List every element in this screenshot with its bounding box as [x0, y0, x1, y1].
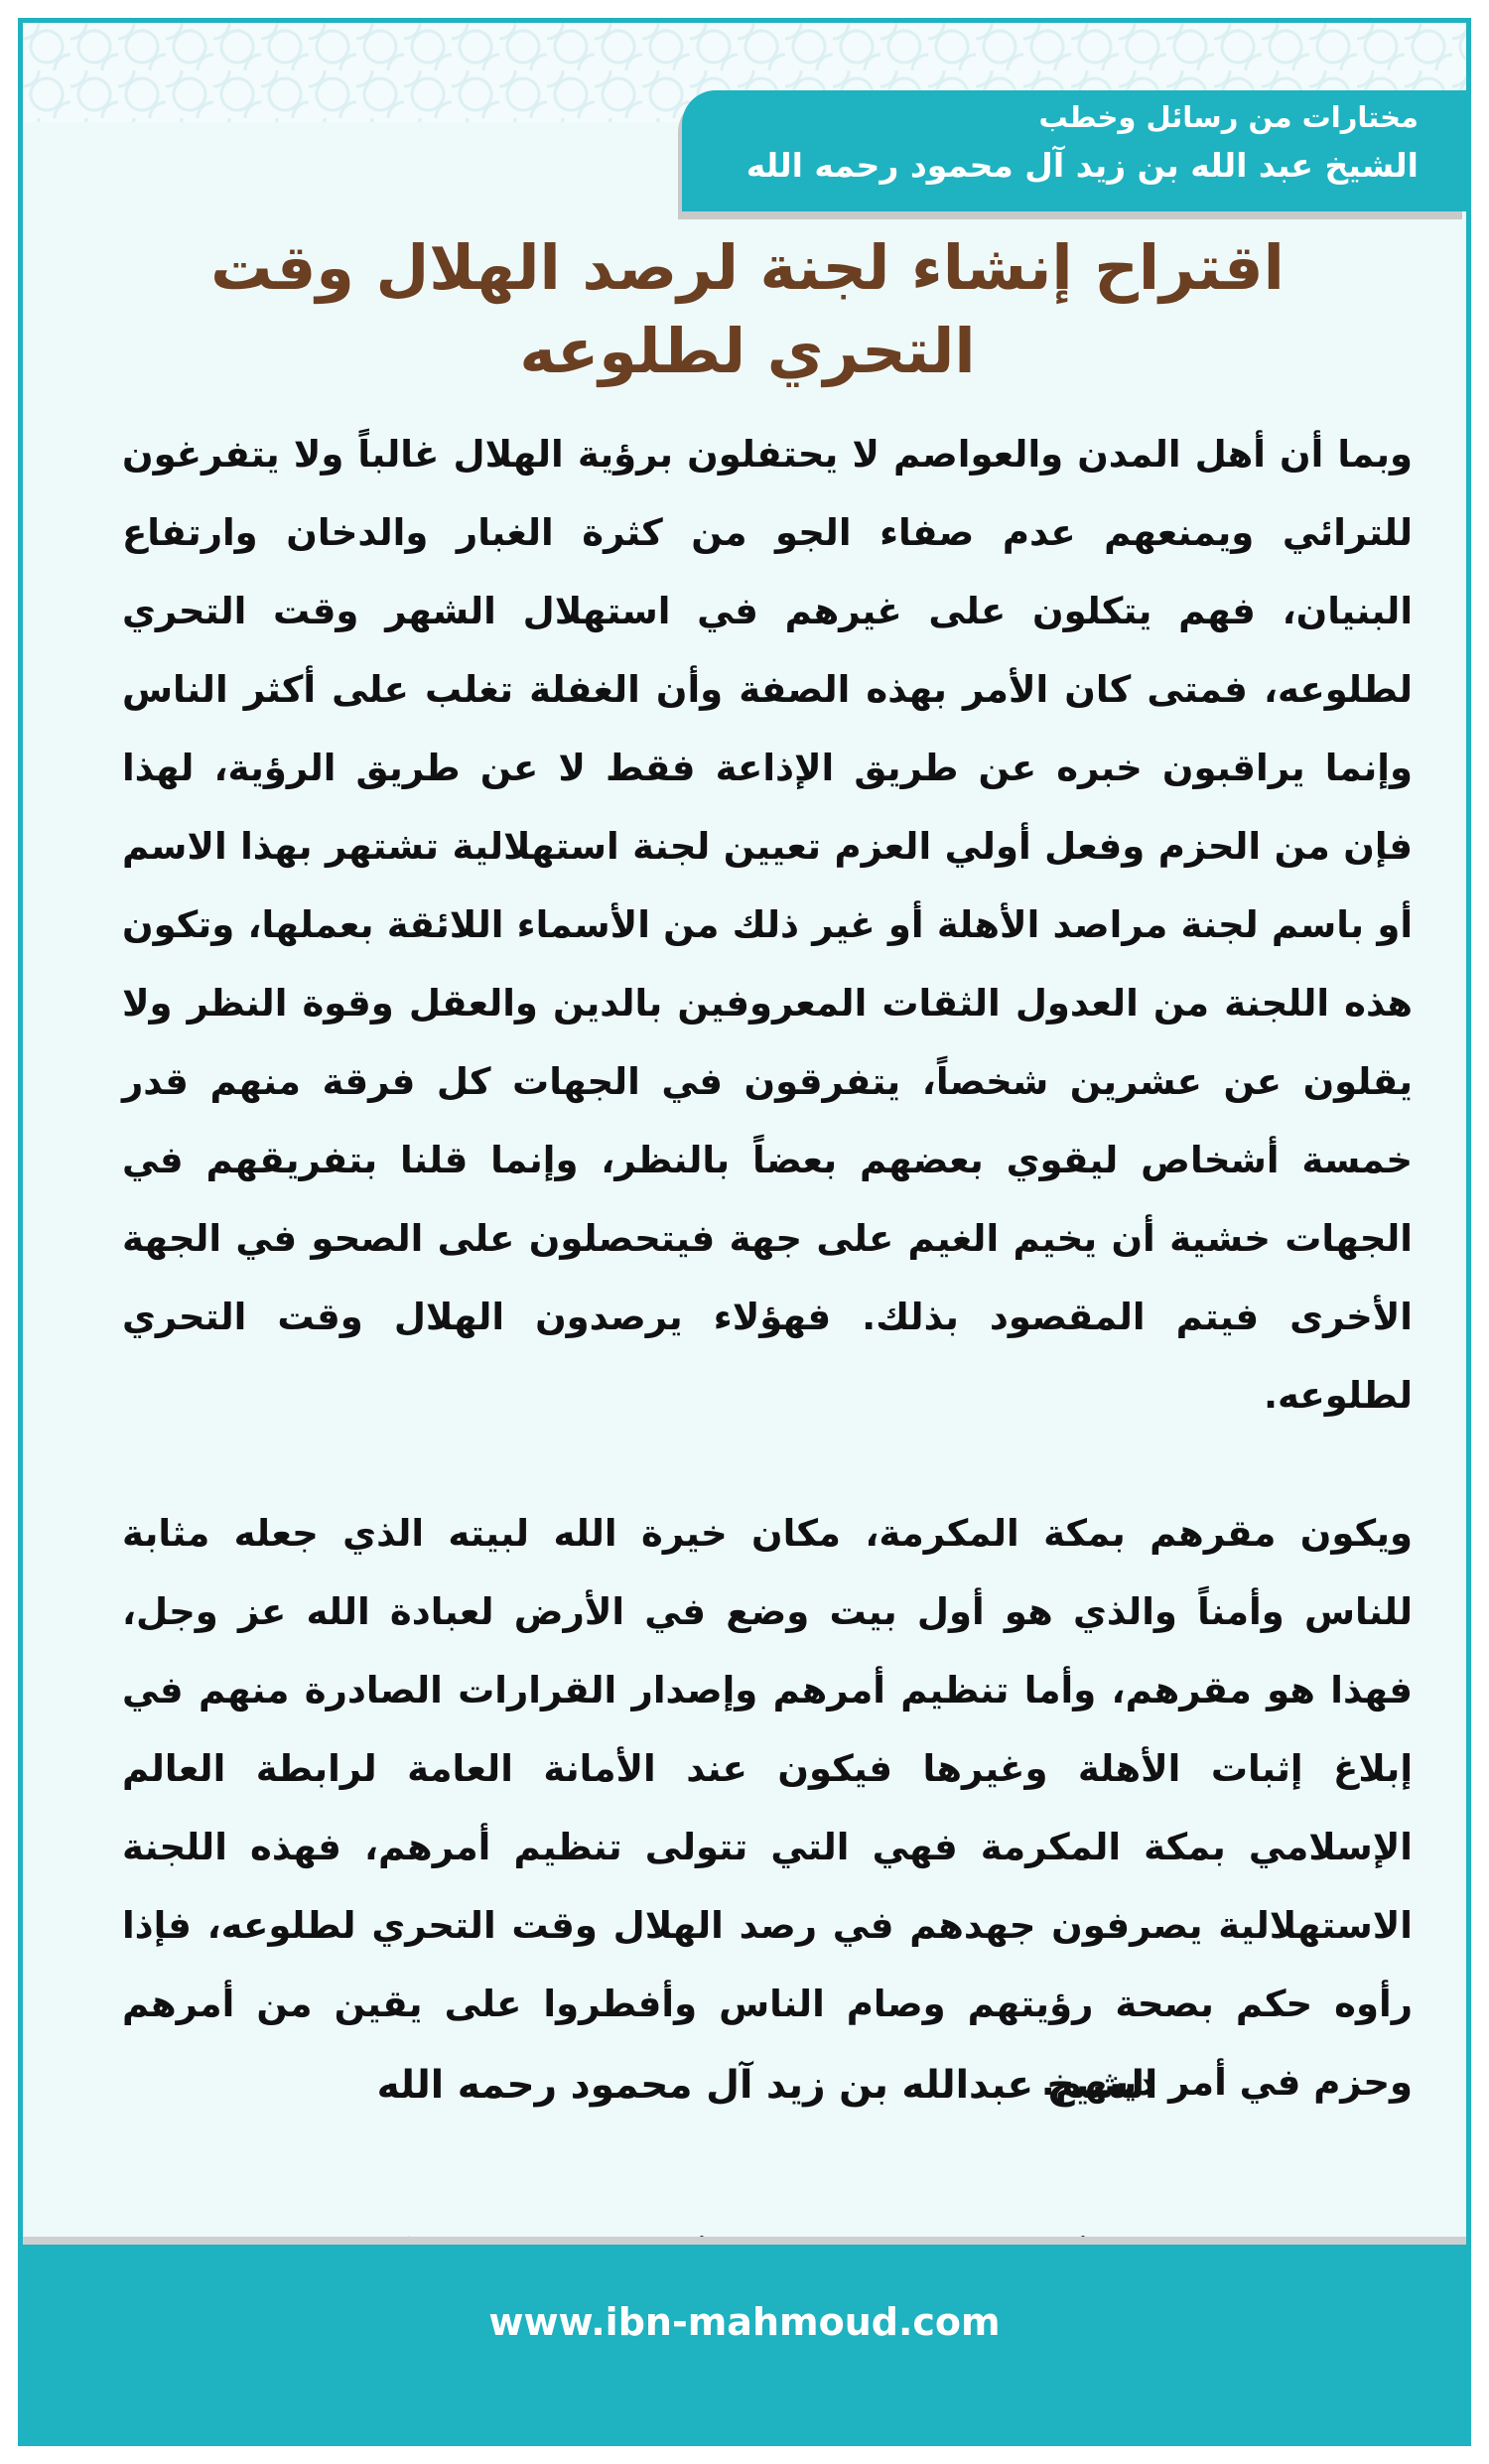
- header-series-title: مختارات من رسائل وخطب: [1038, 100, 1419, 134]
- header-band: [682, 90, 1466, 211]
- article-title: اقتراح إنشاء لجنة لرصد الهلال وقت التحري لطلوعه: [210, 231, 1285, 387]
- header-author: الشيخ عبد الله بن زيد آل محمود رحمه الله: [745, 146, 1419, 185]
- signature: الشيخ عبدالله بن زيد آل محمود رحمه الله: [376, 2063, 1158, 2108]
- page-frame: [18, 18, 1471, 2446]
- article-body: [122, 415, 1413, 2122]
- body-paragraph-1: وبما أن أهل المدن والعواصم لا يحتفلون برؤية الهلال غالباً ولا يتفرغون للترائي ويمنعهم عدم صفاء الجو من كثرة الغبار والدخان وارتفاع البنيان، فهم يتكلون على غيرهم في استهلال الشهر وقت التحري لطلوعه، فمتى كان الأمر بهذه الصفة وأن الغفلة تغلب على أكثر الناس وإنما يراقبون خبره عن طريق الإذاعة فقط لا عن طريق الرؤية، لهذا فإن من الحزم وفعل أولي العزم تعيين لجنة استهلالية تشتهر بهذا الاسم أو باسم لجنة مراصد الأهلة أو غير ذلك من الأسماء اللائقة بعملها، وتكون هذه اللجنة من العدول الثقات المعروفين بالدين والعقل وقوة النظر ولا يقلون عن عشرين شخصاً، يتفرقون في الجهات كل فرقة منهم قدر خمسة أشخاص ليقوي بعضهم بعضاً بالنظر، وإنما قلنا بتفريقهم في الجهات خشية أن يخيم الغيم على جهة فيتحصلون على الصحو في الجهة الأخرى فيتم المقصود بذلك. فهؤلاء يرصدون الهلال وقت التحري لطلوعه.: [122, 433, 1413, 1417]
- website-link[interactable]: www.ibn-mahmoud.com: [488, 2300, 1001, 2344]
- footer-band: [23, 2237, 1466, 2441]
- body-paragraph-2: ويكون مقرهم بمكة المكرمة، مكان خيرة الله لبيته الذي جعله مثابة للناس وأمناً والذي هو أول بيت وضع في الأرض لعبادة الله عز وجل، فهذا هو مقرهم، وأما تنظيم أمرهم وإصدار القرارات الصادرة منهم في إبلاغ إثبات الأهلة وغيرها فيكون عند الأمانة العامة لرابطة العالم الإسلامي بمكة المكرمة فهي التي تتولى تنظيم أمرهم، فهذه اللجنة الاستهلالية يصرفون جهدهم في رصد الهلال وقت التحري لطلوعه، فإذا رأوه حكم بصحة رؤيتهم وصام الناس وأفطروا على يقين من أمرهم وحزم في أمر دينهم.: [122, 1512, 1413, 2104]
